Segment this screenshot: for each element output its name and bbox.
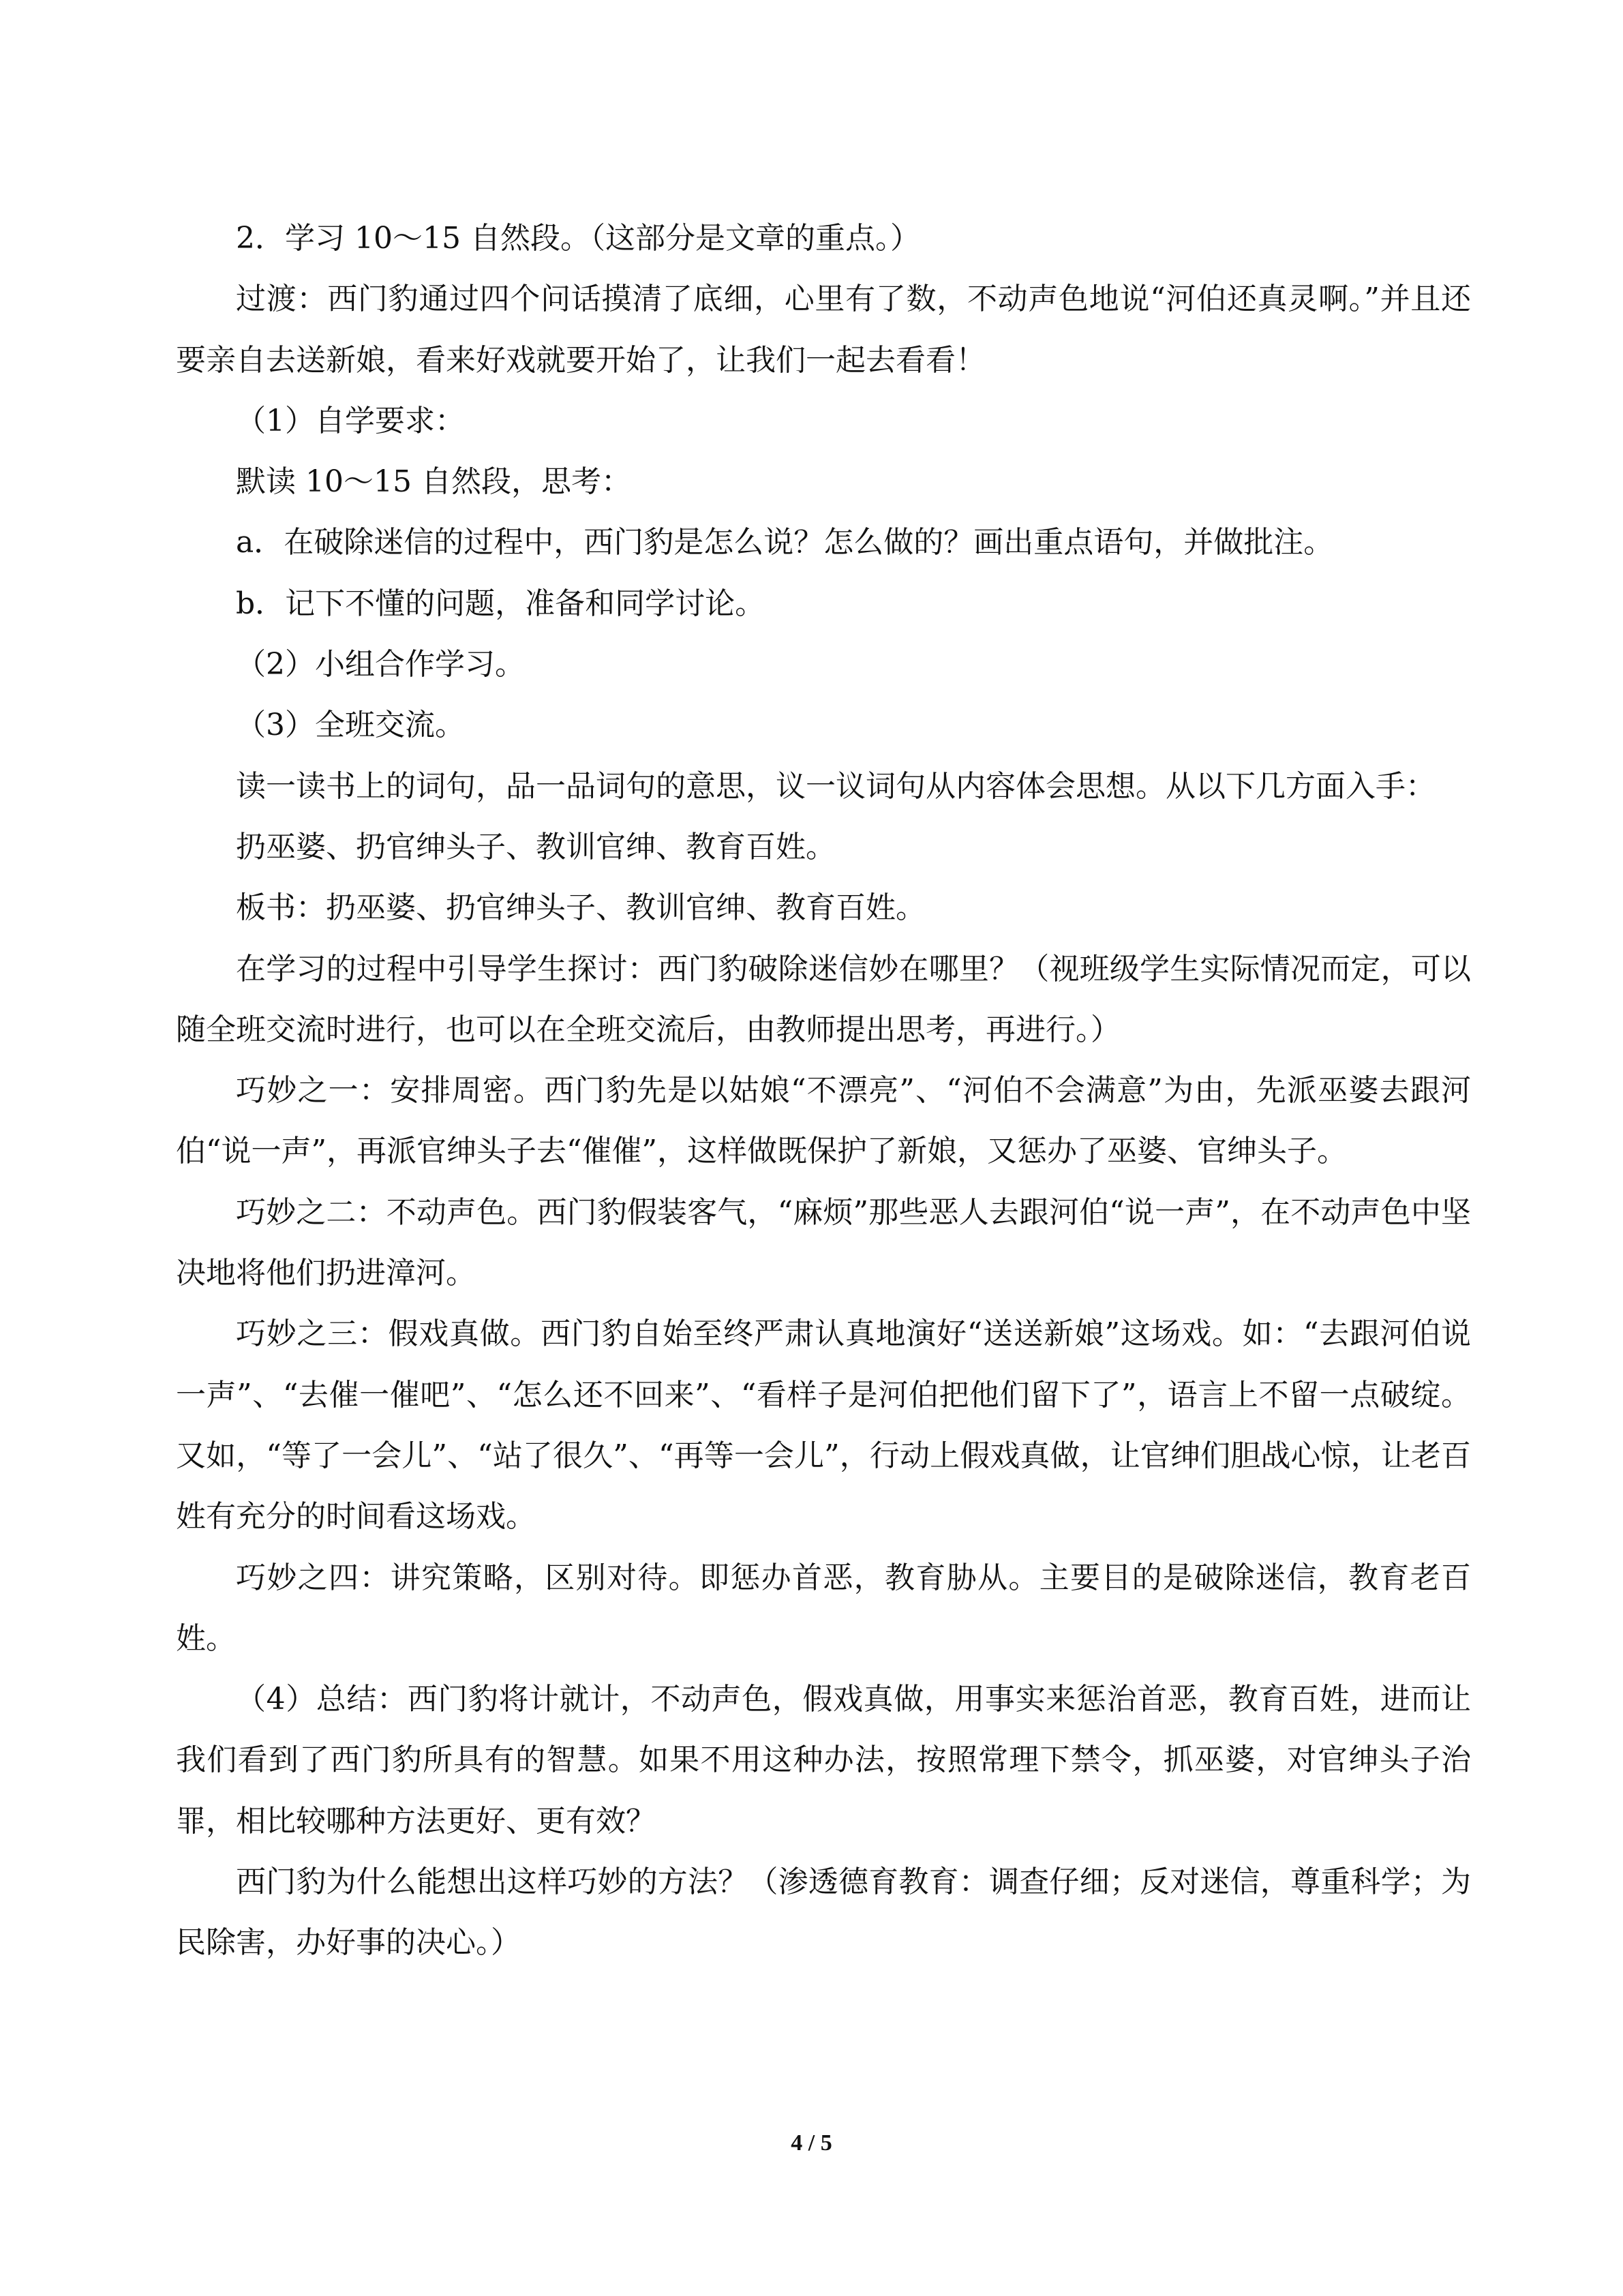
paragraph-section-heading: 2．学习 10～15 自然段。（这部分是文章的重点。） (236, 221, 920, 256)
paragraph-class-exchange: （3）全班交流。 (236, 708, 465, 743)
paragraph-group-study: （2）小组合作学习。 (236, 647, 525, 682)
paragraph-reading-guide: 读一读书上的词句，品一品词句的意思，议一议词句从内容体会思想。从以下几方面入手： (236, 768, 1436, 804)
page-number: 4 / 5 (791, 2130, 832, 2156)
paragraph-transition: 过渡：西门豹通过四个问话摸清了底细，心里有了数，不动声色地说“河伯还真灵啊。”并且还要亲自去送新娘，看来好戏就要开始了，让我们一起去看看！ (176, 282, 1471, 378)
paragraph-cleverness-4: 巧妙之四：讲究策略，区别对待。即惩办首恶，教育胁从。主要目的是破除迷信，教育老百姓。 (176, 1560, 1471, 1656)
paragraph-cleverness-2: 巧妙之二：不动声色。西门豹假装客气，“麻烦”那些恶人去跟河伯“说一声”，在不动声色中坚决地将他们扔进漳河。 (176, 1194, 1471, 1291)
paragraph-question-a: a．在破除迷信的过程中，西门豹是怎么说？怎么做的？画出重点语句，并做批注。 (236, 525, 1334, 560)
paragraph-blackboard: 板书：扔巫婆、扔官绅头子、教训官绅、教育百姓。 (236, 890, 926, 926)
paragraph-summary: （4）总结：西门豹将计就计，不动声色，假戏真做，用事实来惩治首恶，教育百姓，进而让我们看到了西门豹所具有的智慧。如果不用这种办法，按照常理下禁令，抓巫婆，对官绅头子治罪，相比较哪种方法更好、更有效？ (176, 1682, 1471, 1839)
document-body (176, 208, 1471, 1974)
paragraph-reflection: 西门豹为什么能想出这样巧妙的方法？（渗透德育教育：调查仔细；反对迷信，尊重科学；为民除害，办好事的决心。） (176, 1864, 1471, 1961)
paragraph-cleverness-3: 巧妙之三：假戏真做。西门豹自始至终严肃认真地演好“送送新娘”这场戏。如：“去跟河伯说一声”、“去催一催吧”、“怎么还不回来”、“看样子是河伯把他们留下了”，语言上不留一点破绽。又如，“等了一会儿”、“站了很久”、“再等一会儿”，行动上假戏真做，让官绅们胆战心惊，让老百姓有充分的时间看这场戏。 (176, 1316, 1471, 1535)
paragraph-self-study-heading: （1）自学要求： (236, 403, 465, 438)
paragraph-silent-reading: 默读 10～15 自然段，思考： (236, 464, 631, 500)
paragraph-discussion: 在学习的过程中引导学生探讨：西门豹破除迷信妙在哪里？（视班级学生实际情况而定，可以随全班交流时进行，也可以在全班交流后，由教师提出思考，再进行。） (176, 951, 1471, 1047)
paragraph-cleverness-1: 巧妙之一：安排周密。西门豹先是以姑娘“不漂亮”、“河伯不会满意”为由，先派巫婆去跟河伯“说一声”，再派官绅头子去“催催”，这样做既保护了新娘，又惩办了巫婆、官绅头子。 (176, 1073, 1471, 1169)
paragraph-key-points: 扔巫婆、扔官绅头子、教训官绅、教育百姓。 (236, 829, 836, 864)
paragraph-question-b: b．记下不懂的问题，准备和同学讨论。 (236, 586, 765, 621)
